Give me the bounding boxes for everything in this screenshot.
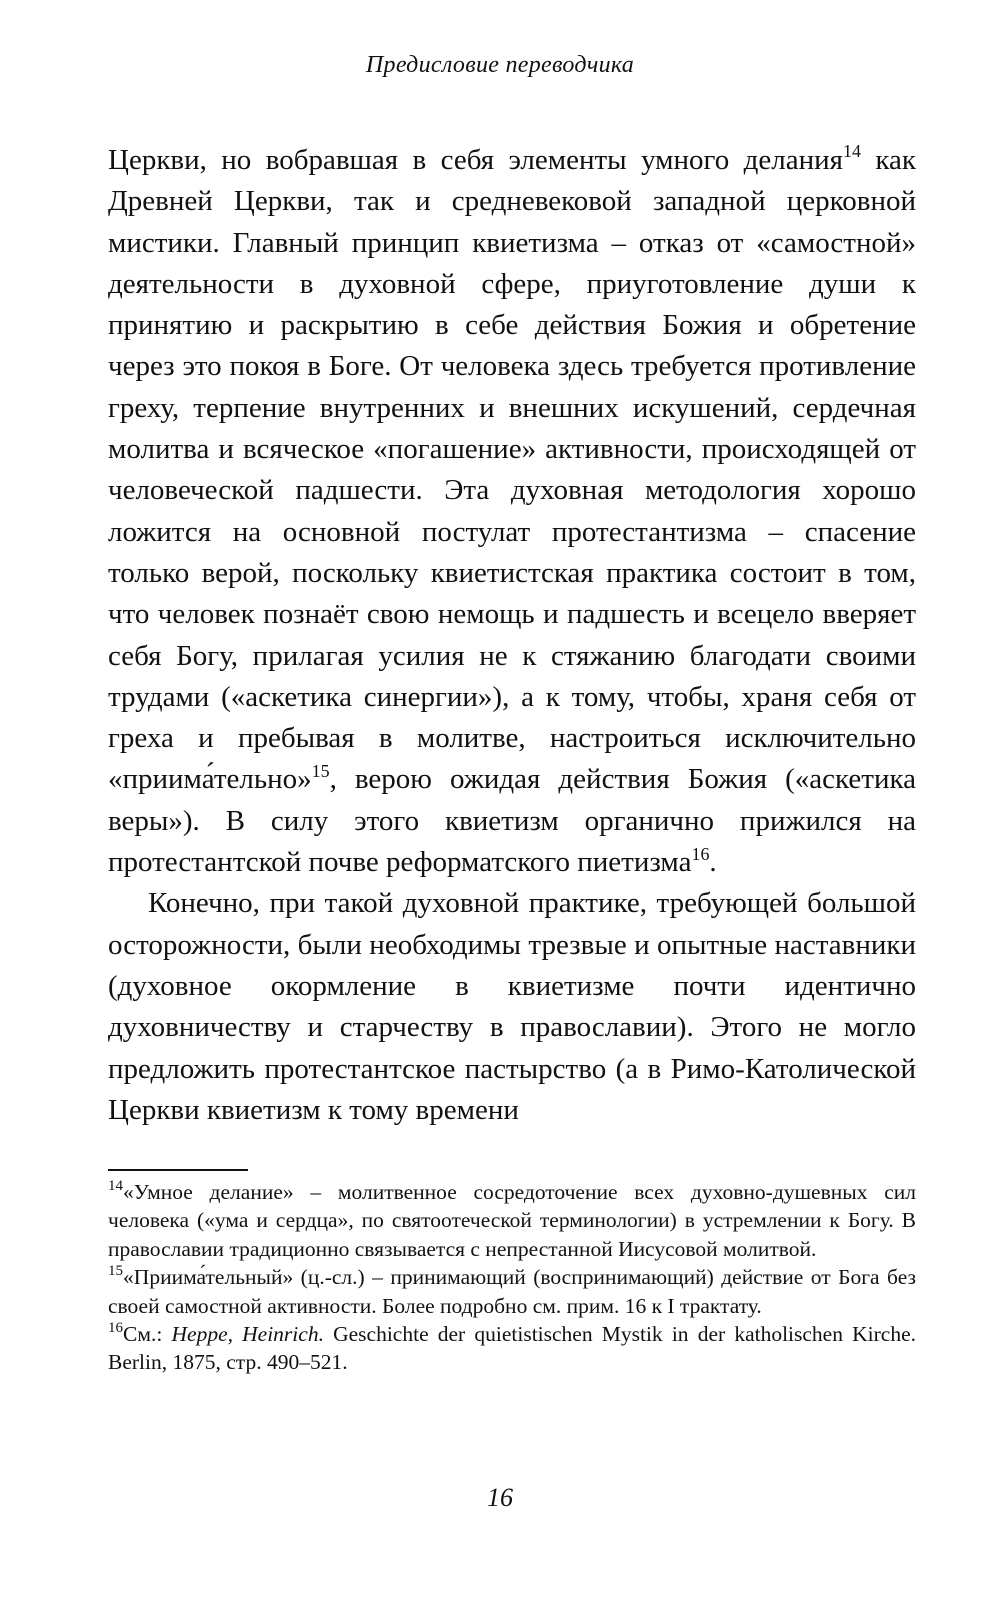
footnote-14 bbox=[108, 1178, 916, 1263]
paragraph-1 bbox=[108, 140, 916, 883]
footnote-number-14: 14 bbox=[108, 1178, 124, 1195]
footnote-16 bbox=[108, 1320, 916, 1377]
paragraph-1-part-3: , верою ожидая действия Божия («аскетика веры»). В силу этого квиетизм органично прижился на протестантской почве реформатского пиетизма bbox=[108, 763, 916, 879]
paragraph-1-part-4: . bbox=[709, 846, 717, 879]
footnote-number-15: 15 bbox=[108, 1263, 124, 1280]
footnote-14-text: «Умное делание» – молитвенное сосредоточение всех духовно-душевных сил человека («ума и сердца», по святоотеческой терминологии) в устремлении к Богу. В православии традиционно связывается с непрестанной Иисусовой молитвой. bbox=[108, 1180, 916, 1261]
paragraph-2: Конечно, при такой духовной практике, требующей большой осторожности, были необходимы трезвые и опытные наставники (духовное окормление в квиетизме почти идентично духовничеству и старчеству в православии). Этого не могло предложить протестантское пастырство (а в Римо-Католической Церкви квиетизм к тому времени bbox=[108, 887, 916, 1126]
footnote-15-text: «Приима́тельный» (ц.-сл.) – принимающий (воспринимающий) действие от Бога без своей самостной активности. Более подробно см. прим. 16 к I трактату. bbox=[108, 1265, 916, 1318]
page-number: 16 bbox=[487, 1483, 513, 1512]
footnote-15 bbox=[108, 1263, 916, 1320]
main-text bbox=[108, 140, 916, 1131]
footnote-number-16: 16 bbox=[108, 1320, 124, 1337]
footnote-divider bbox=[108, 1169, 248, 1171]
footnote-ref-16[interactable]: 16 bbox=[691, 843, 710, 864]
footnote-ref-15[interactable]: 15 bbox=[311, 760, 330, 781]
footnote-ref-14[interactable]: 14 bbox=[843, 141, 861, 162]
paragraph-1-part-1: Церкви, но вобравшая в себя элементы умного делания bbox=[108, 144, 843, 176]
running-title: Предисловие переводчика bbox=[365, 52, 635, 78]
footnote-16-author: Heppe, Heinrich. bbox=[171, 1322, 324, 1347]
footnotes bbox=[108, 1178, 916, 1377]
paragraph-1-part-2: как Древней Церкви, так и средневековой западной церковной мистики. Главный принцип квиетизма – отказ от «самостной» деятельности в духовной сфере, приуготовление души к принятию и раскрытию в себе действия Божия и обретение через это покоя в Боге. От человека здесь требуется противление греху, терпение внутренних и внешних искушений, сердечная молитва и всяческое «погашение» активности, происходящей от человеческой падшести. Эта духовная методология хорошо ложится на основной постулат протестантизма – спасение только верой, поскольку квиетистская практика состоит в том, что человек познаёт свою немощь и падшесть и всецело вверяет себя Богу, прилагая усилия не к стяжанию благодати своими трудами («аскетика синергии»), а к тому, чтобы, храня себя от греха и пребывая в молитве, настроиться исключительно «приима́тельно» bbox=[108, 144, 916, 796]
footnote-16-text: Geschichte der quietistischen Mystik in der katholischen Kirche. Berlin, 1875, стр. 490–521. bbox=[108, 1322, 917, 1375]
footnote-16-prefix: См.: bbox=[123, 1322, 172, 1347]
